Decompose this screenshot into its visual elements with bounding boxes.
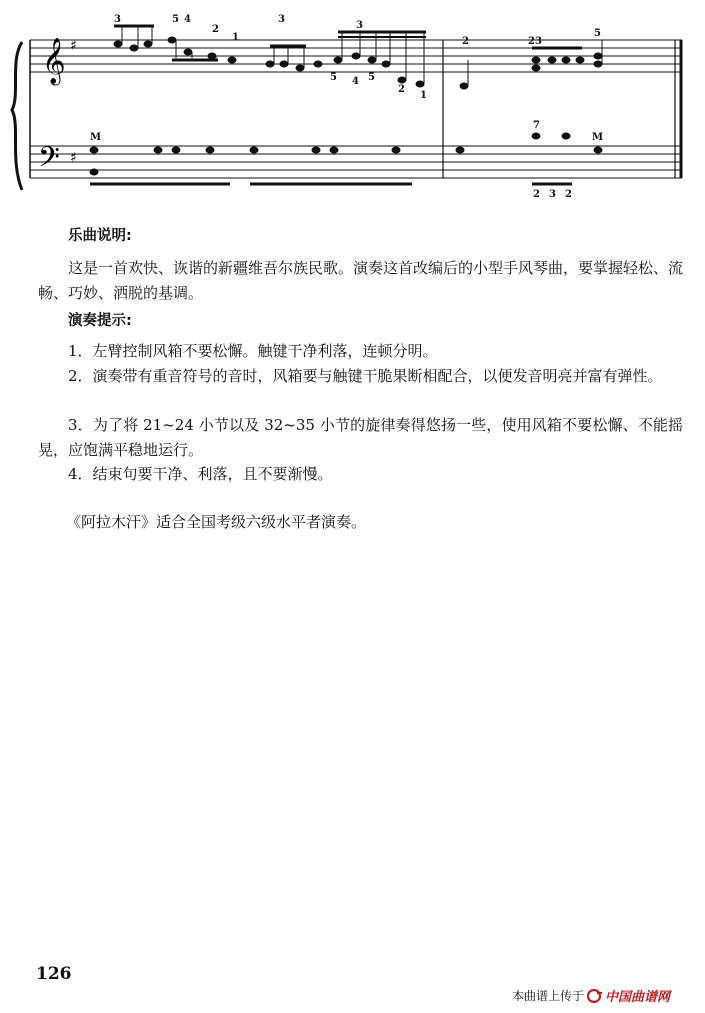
- tip-item: 4．结束句要干净、利落，且不要渐慢。: [68, 465, 333, 483]
- site-name: 中国曲谱网: [605, 990, 671, 1005]
- svg-text:3: 3: [356, 20, 363, 31]
- svg-text:1: 1: [420, 90, 427, 101]
- svg-text:5: 5: [172, 14, 179, 25]
- svg-text:5: 5: [368, 72, 375, 83]
- tip-item: 3．为了将 21~24 小节以及 32~35 小节的旋律奏得悠扬一些，使用风箱不要松懈、不能摇晃，应饱满平稳地运行。: [38, 416, 683, 459]
- tip-item: 1．左臂控制风箱不要松懈。触键干净利落，连顿分明。: [68, 342, 438, 360]
- bass-clef-icon: 𝄢: [38, 141, 60, 181]
- svg-text:2: 2: [212, 24, 219, 35]
- svg-text:M: M: [90, 132, 102, 143]
- level-note: 《阿拉木汗》适合全国考级六级水平者演奏。: [66, 513, 367, 531]
- site-logo-icon: [587, 989, 603, 1003]
- sharp-icon: ♯: [70, 38, 77, 54]
- svg-text:1: 1: [232, 32, 239, 43]
- description-paragraph: 这是一首欢快、诙谐的新疆维吾尔族民歌。演奏这首改编后的小型手风琴曲，要掌握轻松、流畅、巧妙、洒脱的基调。: [38, 259, 684, 302]
- svg-text:M: M: [592, 132, 604, 143]
- svg-text:5: 5: [330, 72, 337, 83]
- svg-text:3: 3: [114, 14, 121, 25]
- svg-text:23: 23: [528, 36, 542, 47]
- treble-clef-icon: 𝄞: [42, 38, 66, 84]
- upload-text: 本曲谱上传于: [512, 989, 585, 1003]
- site-logo[interactable]: [587, 986, 670, 1005]
- svg-text:7: 7: [533, 120, 540, 131]
- bass-staff: [30, 146, 682, 178]
- sharp-icon: ♯: [70, 150, 77, 166]
- svg-text:2: 2: [462, 36, 469, 47]
- svg-text:3: 3: [549, 189, 556, 200]
- bass-notes: [90, 133, 602, 184]
- page-number: 126: [36, 964, 72, 984]
- notes-heading: 乐曲说明:: [68, 228, 132, 244]
- svg-text:3: 3: [278, 14, 285, 25]
- svg-text:4: 4: [184, 14, 191, 25]
- footer-upload: [512, 986, 670, 1005]
- svg-text:2: 2: [398, 84, 405, 95]
- svg-text:5: 5: [594, 28, 601, 39]
- tip-item: 2．演奏带有重音符号的音时，风箱要与触键干脆果断相配合，以便发音明亮并富有弹性。: [68, 367, 663, 385]
- svg-text:4: 4: [352, 76, 359, 87]
- fingering-numbers: [90, 14, 603, 200]
- svg-text:2: 2: [533, 189, 540, 200]
- music-score: [0, 0, 705, 200]
- svg-text:2: 2: [565, 189, 572, 200]
- grand-staff-brace: [12, 42, 22, 190]
- tips-heading: 演奏提示:: [68, 313, 132, 329]
